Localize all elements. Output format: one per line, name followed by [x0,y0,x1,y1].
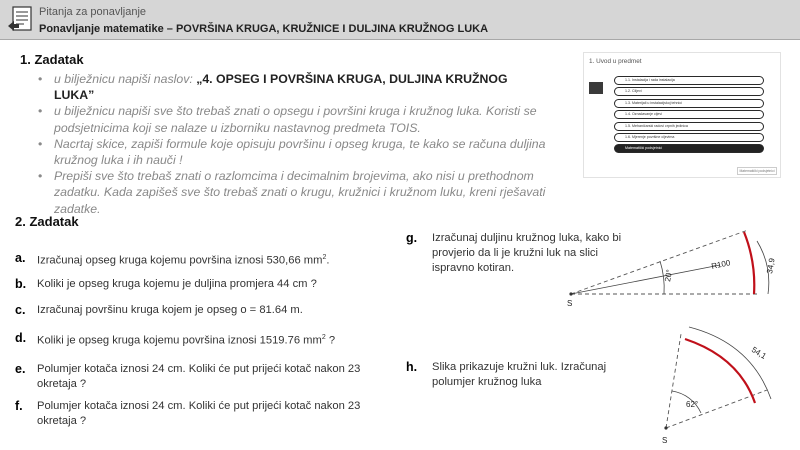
center-point [664,426,667,429]
course-menu-list [614,76,764,156]
radius-label: R100 [710,258,732,271]
radius-dimension-line [571,265,720,294]
course-menu-item[interactable]: 1.4. Označavanje cijevi [614,110,764,119]
header-supertitle: Pitanja za ponavljanje [39,6,147,18]
task1-item: • u bilježnicu napiši sve što trebaš znati o opsegu i površini kruga i kružnog luka. Koristi se podsjetnicima koji se nalaze u izborniku nastavnog predmeta TOIS. [38,103,548,135]
angle-label: 62° [686,400,699,409]
course-menu-title: 1. Uvod u predmet [589,58,642,65]
course-menu-thumbnail [583,52,781,178]
angle-label: 20° [663,268,675,283]
arc-red [685,339,755,403]
header-bar [0,0,800,40]
question-label: a. [15,251,26,265]
course-menu-button[interactable]: Matematički podsjetnici [737,167,777,175]
question-label: b. [15,277,27,291]
question-label: f. [15,399,23,413]
question-c: c. Izračunaj površinu kruga kojem je opseg o = 81.64 m. [15,303,303,317]
question-d: d. Koliki je opseg kruga kojemu površina iznosi 1519.76 $mm^2$ ? [15,331,336,347]
question-h: h. Slika prikazuje kružni luk. Izračunaj polumjer kružnog luka [406,360,607,388]
task1-item: • Nacrtaj skice, zapiši formule koje opisuju površinu i opseg kruga, te kako se računa duljina kružnog luka i ih nauči ! [38,136,548,168]
center-point [569,292,572,295]
question-e: e. Polumjer kotača iznosi 24 cm. Koliki će put prijeći kotač nakon 23 okretaja ? [15,362,361,390]
course-menu-item[interactable]: 1.5. Mehaničarski radovi crpnih jedinica [614,122,764,131]
arc-figure-g [560,222,800,312]
question-label: h. [406,360,418,374]
arc-length-label: 54,1 [749,345,768,361]
question-g: g. Izračunaj duljinu kružnog luka, kako bi provjerio da li je kružni luk na slici ispravno kotiran. [406,231,622,274]
question-a: a. Izračunaj opseg kruga kojemu površina iznosi 530,66 $mm^2$. [15,251,330,267]
center-label: S [662,436,668,445]
question-label: d. [15,331,27,345]
course-menu-icon [589,82,603,94]
center-label: S [567,299,573,308]
task1-list [38,71,548,217]
question-f: f. Polumjer kotača iznosi 24 cm. Koliki će put prijeći kotač nakon 23 okretaja ? [15,399,361,427]
course-menu-item-active[interactable]: Matematički podsjetnici [614,144,764,153]
document-icon [7,5,33,33]
arc-figure-h [655,325,800,447]
task1-title-text: „4. OPSEG I POVRŠINA KRUGA, DULJINA KRUŽNOG LUKA” [54,72,508,103]
task1-heading: 1. Zadatak [20,52,84,67]
question-b: b. Koliki je opseg kruga kojemu je duljina promjera 44 cm ? [15,277,317,291]
course-menu-item[interactable]: 1.2. Ciljevi [614,87,764,96]
task2-heading: 2. Zadatak [15,214,79,229]
arc-red [744,232,754,294]
course-menu-item[interactable]: 1.1. Instalacija i rada instalacija [614,76,764,85]
question-label: e. [15,362,26,376]
course-menu-item[interactable]: 1.3. Materijali u instalacijskoj tehnici [614,99,764,108]
radius-line-left [666,334,681,428]
task1-item: • u bilježnicu napiši naslov: „4. OPSEG I POVRŠINA KRUGA, DULJINA KRUŽNOG LUKA” [38,71,548,103]
arc-length-label: 34,9 [765,257,777,275]
question-label: g. [406,231,418,245]
header-title: Ponavljanje matematike – POVRŠINA KRUGA, KRUŽNICE I DULJINA KRUŽNOG LUKA [39,23,489,35]
question-label: c. [15,303,26,317]
task1-item: • Prepiši sve što trebaš znati o razlomcima i decimalnim brojevima, ako nisi u prethodnom zadatku. Kada zapišeš sve što trebaš znati o krugu, kružnici i kružnom luku, kreni rješavati zadatke. [38,168,548,217]
course-menu-item[interactable]: 1.6. Mjerenje površine cijevima [614,133,764,142]
